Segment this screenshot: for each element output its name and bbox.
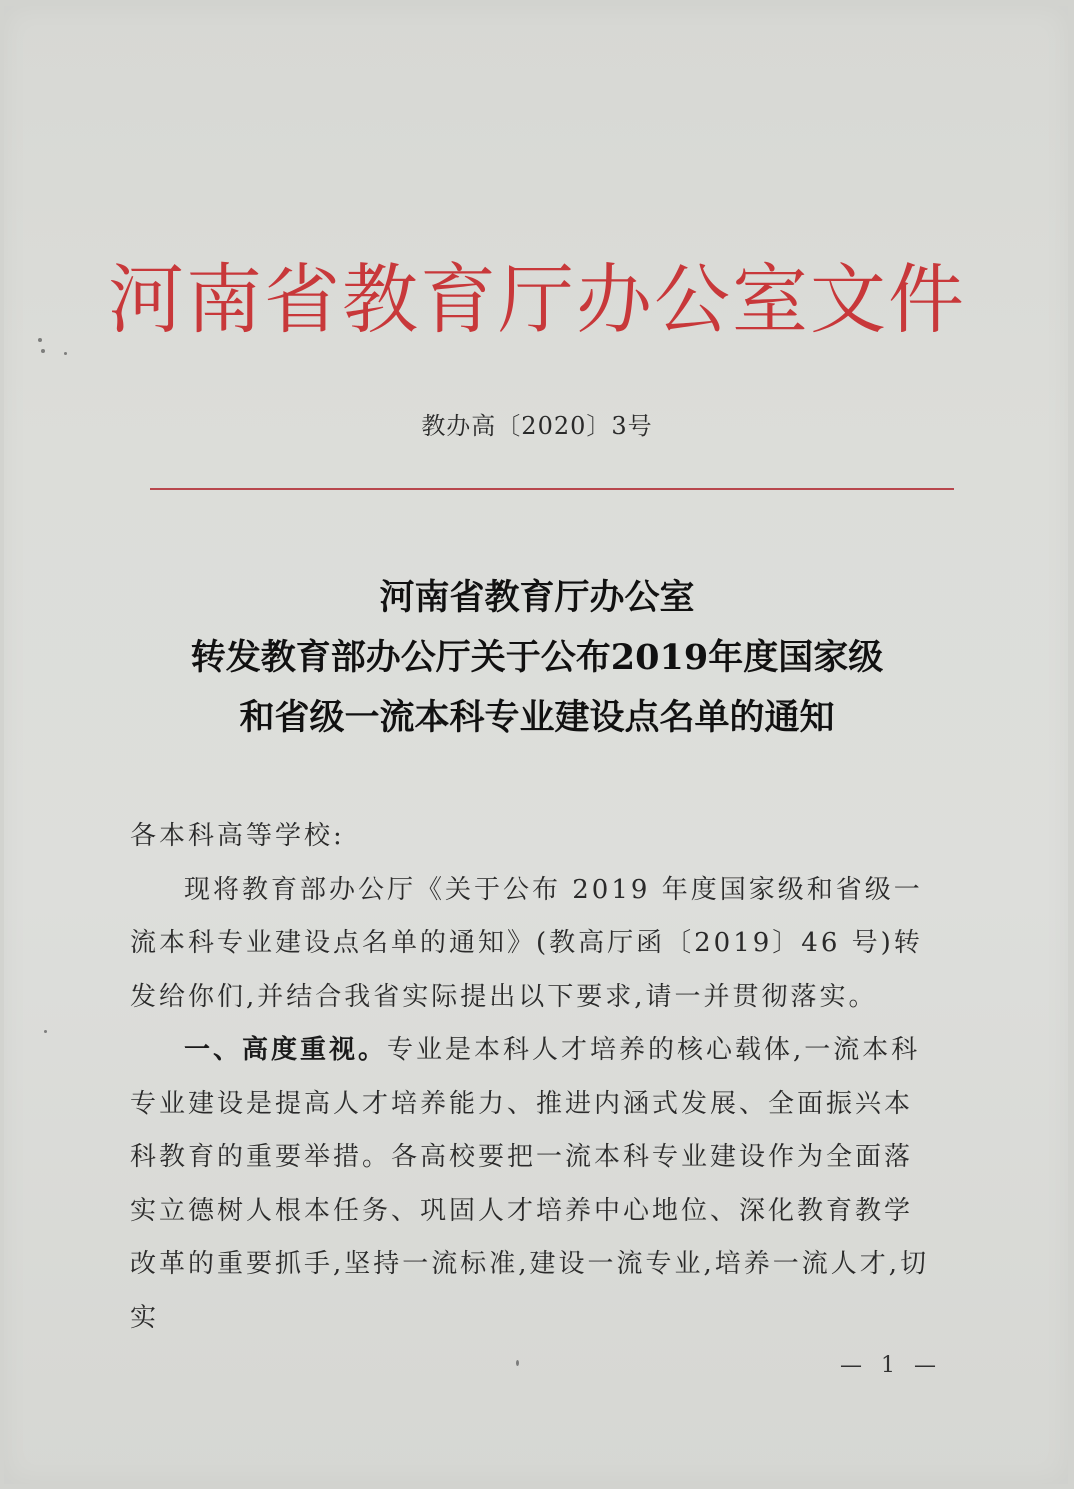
paper-speck [44, 1030, 47, 1033]
section-1-heading: 一、高度重视。 [184, 1035, 388, 1065]
header-divider [150, 488, 954, 490]
page-number: — 1 — [840, 1353, 942, 1378]
paragraph-section-1 [130, 1024, 940, 1345]
paper-speck [41, 349, 45, 353]
document-number: 教办高〔2020〕3号 [421, 412, 653, 440]
paper-speck [64, 352, 67, 355]
section-1-text: 专业是本科人才培养的核心载体,一流本科专业建设是提高人才培养能力、推进内涵式发展、全面振兴本科教育的重要举措。各高校要把一流本科专业建设作为全面落实立德树人根本任务、巩固人才培养中心地位、深化教育教学改革的重要抓手,坚持一流标准,建设一流专业,培养一流人才,切实 [130, 1035, 930, 1333]
notice-title [0, 568, 1074, 748]
salutation: 各本科高等学校: [130, 821, 345, 851]
notice-title-line-1: 河南省教育厅办公室 [379, 577, 695, 618]
notice-title-line-3: 和省级一流本科专业建设点名单的通知 [239, 697, 835, 738]
document-header-title: 河南省教育厅办公室文件 [108, 255, 966, 344]
paragraph-intro: 现将教育部办公厅《关于公布 2019 年度国家级和省级一流本科专业建设点名单的通知》(教高厅函〔2019〕46 号)转发给你们,并结合我省实际提出以下要求,请一并贯彻落实。 [130, 874, 923, 1012]
notice-title-line-2: 转发教育部办公厅关于公布2019年度国家级 [190, 637, 884, 678]
paper-speck [516, 1360, 519, 1366]
document-body [130, 810, 940, 1345]
